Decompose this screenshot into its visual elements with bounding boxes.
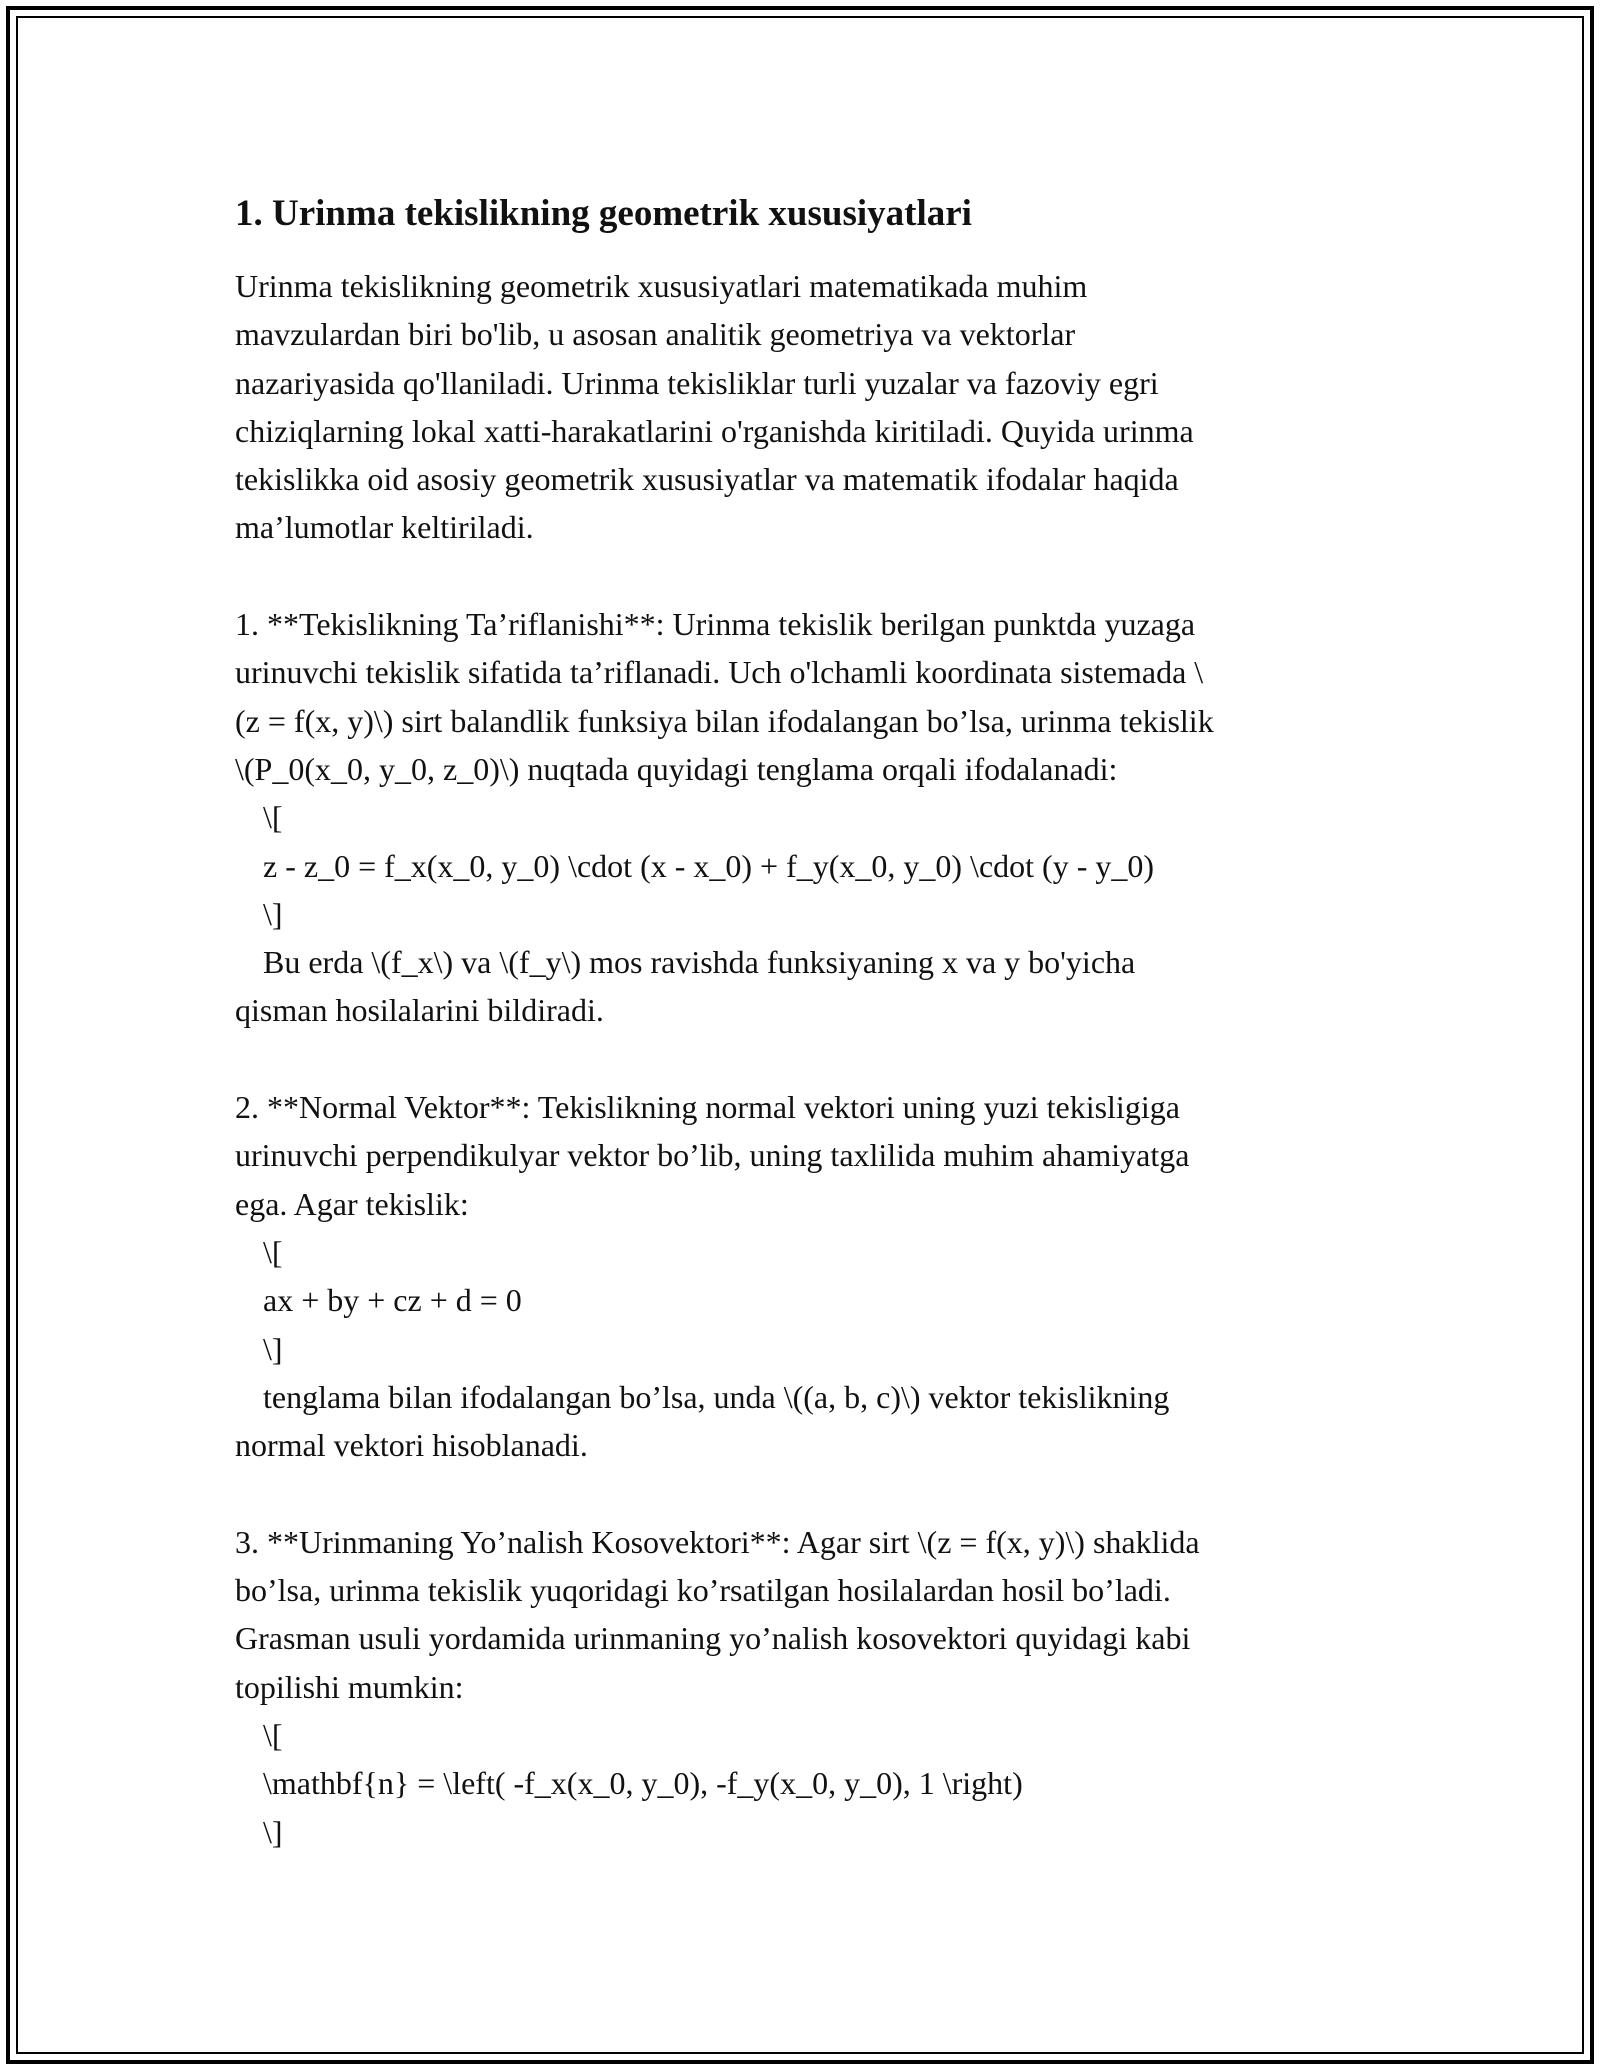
section-1-explanation: Bu erda \(f_x\) va \(f_y\) mos ravishda funksiyaning x va y bo'yicha [263, 944, 1136, 981]
section-1-explanation-cont: qisman hosilalarini bildiradi. [235, 992, 604, 1029]
intro-line: Urinma tekislikning geometrik xususiyatlari matematikada muhim [235, 268, 1088, 304]
math-close-delimiter: \] [263, 1813, 283, 1850]
plane-equation: ax + by + cz + d = 0 [263, 1282, 522, 1319]
section-2-line: 2. **Normal Vektor**: Tekislikning normal vektori uning yuzi tekisligiga [235, 1089, 1180, 1126]
intro-line: tekislikka oid asosiy geometrik xususiyatlar va matematik ifodalar haqida [235, 461, 1179, 498]
section-3-line: Grasman usuli yordamida urinmaning yo’nalish kosovektori quyidagi kabi [235, 1620, 1191, 1657]
intro-line: mavzulardan biri bo'lib, u asosan analitik geometriya va vektorlar [235, 316, 1076, 353]
section-1-line: urinuvchi tekislik sifatida ta’riflanadi. Uch o'lchamli koordinata sistemada \ [235, 654, 1204, 691]
section-2-explanation-cont: normal vektori hisoblanadi. [235, 1427, 588, 1464]
math-open-delimiter: \[ [263, 1716, 283, 1753]
section-2-line: urinuvchi perpendikulyar vektor bo’lib, uning taxlilida muhim ahamiyatga [235, 1137, 1190, 1174]
section-1-line: \(P_0(x_0, y_0, z_0)\) nuqtada quyidagi tenglama orqali ifodalanadi: [235, 750, 1118, 787]
section-title: 1. Urinma tekislikning geometrik xususiyatlari [235, 193, 972, 234]
math-open-delimiter: \[ [263, 1233, 283, 1270]
normal-vector-equation: \mathbf{n} = \left( -f_x(x_0, y_0), -f_y(x_0, y_0), 1 \right) [263, 1765, 1023, 1802]
paragraph-gap [235, 1035, 1395, 1083]
section-1-definition [235, 600, 1395, 1035]
paragraph-gap [235, 1469, 1395, 1517]
section-3-line: 3. **Urinmaning Yo’nalish Kosovektori**: Agar sirt \(z = f(x, y)\) shaklida [235, 1523, 1200, 1560]
section-1-line: (z = f(x, y)\) sirt balandlik funksiya bilan ifodalangan bo’lsa, urinma tekislik [235, 702, 1214, 739]
section-3-line: topilishi mumkin: [235, 1668, 464, 1705]
section-2-line: ega. Agar tekislik: [235, 1185, 469, 1222]
math-close-delimiter: \] [263, 1330, 283, 1367]
section-1-line: 1. **Tekislikning Ta’riflanishi**: Urinma tekislik berilgan punktda yuzaga [235, 606, 1196, 643]
section-2-explanation: tenglama bilan ifodalangan bo’lsa, unda \((a, b, c)\) vektor tekislikning [263, 1378, 1170, 1415]
intro-line: nazariyasida qo'llaniladi. Urinma tekisliklar turli yuzalar va fazoviy egri [235, 364, 1159, 401]
intro-paragraph [235, 262, 1395, 552]
document-body [235, 188, 1395, 1856]
section-3-line: bo’lsa, urinma tekislik yuqoridagi ko’rsatilgan hosilalardan hosil bo’ladi. [235, 1572, 1171, 1609]
tangent-plane-equation: z - z_0 = f_x(x_0, y_0) \cdot (x - x_0) + f_y(x_0, y_0) \cdot (y - y_0) [263, 847, 1154, 884]
section-3-direction-covector [235, 1518, 1395, 1856]
math-close-delimiter: \] [263, 895, 283, 932]
paragraph-gap [235, 552, 1395, 600]
intro-line: chiziqlarning lokal xatti-harakatlarini o'rganishda kiritiladi. Quyida urinma [235, 412, 1194, 449]
section-2-normal-vector [235, 1083, 1395, 1469]
intro-line: ma’lumotlar keltiriladi. [235, 509, 534, 546]
math-open-delimiter: \[ [263, 799, 283, 836]
